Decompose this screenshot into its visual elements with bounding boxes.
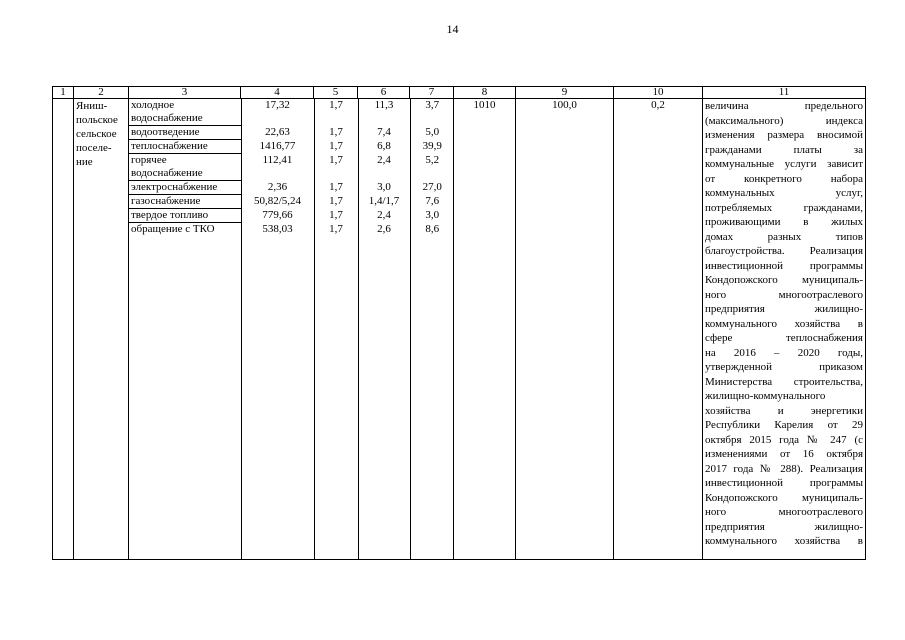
note-line: (максимального) индекса: [705, 114, 863, 127]
settlement-name-line: ние: [76, 156, 93, 168]
service-name: электроснабжение: [129, 181, 241, 195]
note-cell: [703, 99, 866, 560]
service-value-7: 8,6: [425, 222, 440, 235]
col-header-6: 6: [358, 87, 410, 99]
note-line: Кондопожского муниципаль-: [705, 274, 863, 286]
column-9-cell: 100,0: [516, 99, 614, 560]
service-row: [129, 181, 454, 195]
services-block: [129, 99, 454, 560]
settlement-name-cell: [74, 99, 129, 560]
note-line: потребляемых гражданами,: [705, 201, 863, 214]
service-value-4: 22,63: [241, 126, 314, 140]
service-value-5: 1,7: [314, 126, 358, 140]
service-value-7: 3,0: [425, 208, 440, 221]
col-header-5: 5: [314, 87, 358, 99]
service-value-5: 1,7: [314, 154, 358, 181]
services-table: [129, 99, 454, 559]
tariff-table: [52, 86, 866, 560]
note-line: жилищно-коммунального: [705, 390, 826, 402]
service-value-6: 2,4: [358, 209, 410, 223]
col-header-9: 9: [516, 87, 614, 99]
note-line: коммунального хозяйства в: [705, 317, 863, 330]
note-line: предприятия жилищно-: [705, 303, 863, 315]
settlement-name-line: польское: [76, 114, 118, 126]
service-value-6: 7,4: [358, 126, 410, 140]
table-row: [53, 99, 866, 560]
note-line: изменения размера вносимой: [705, 129, 863, 141]
service-value-5: 1,7: [314, 223, 358, 560]
col-header-2: 2: [74, 87, 129, 99]
note-line: коммунальные услуги зависит: [705, 158, 863, 170]
col-header-3: 3: [129, 87, 241, 99]
note-line: величина предельного: [705, 100, 863, 112]
note-line: Республики Карелия от 29: [705, 419, 863, 431]
note-line: инвестиционной программы: [705, 259, 863, 272]
col-header-11: 11: [703, 87, 866, 99]
service-value-7: 5,2: [425, 153, 440, 166]
note-line: от конкретного набора: [705, 172, 863, 185]
settlement-name-line: поселе-: [76, 142, 112, 154]
col-header-1: 1: [53, 87, 74, 99]
service-value-5: 1,7: [314, 209, 358, 223]
service-row: [129, 223, 454, 560]
service-value-7: 5,0: [425, 125, 440, 138]
service-row: [129, 99, 454, 126]
note-line: утвержденной приказом: [705, 361, 863, 373]
service-value-7: 3,7: [425, 99, 440, 111]
service-value-6: 6,8: [358, 140, 410, 154]
service-value-6: 2,6: [358, 223, 410, 560]
service-value-4: 2,36: [241, 181, 314, 195]
service-name: обращение с ТКО: [129, 223, 241, 560]
service-row: [129, 154, 454, 181]
service-value-5: 1,7: [314, 140, 358, 154]
note-line: гражданами платы за: [705, 143, 863, 156]
note-line: ного многоотраслевого: [705, 288, 863, 301]
column-10-cell: 0,2: [614, 99, 703, 560]
col-header-7: 7: [410, 87, 454, 99]
service-value-4: 112,41: [241, 154, 314, 181]
service-name: холодное водоснабжение: [129, 99, 241, 126]
note-line: домах разных типов: [705, 230, 863, 243]
column-8-cell: 1010: [454, 99, 516, 560]
service-value-6: 11,3: [358, 99, 410, 126]
service-name: теплоснабжение: [129, 140, 241, 154]
col-header-10: 10: [614, 87, 703, 99]
note-line: Министерства строительства,: [705, 375, 863, 388]
service-name: твердое топливо: [129, 209, 241, 223]
note-line: 2017 года № 288). Реализация: [705, 462, 863, 475]
service-value-4: 1416,77: [241, 140, 314, 154]
service-row: [129, 195, 454, 209]
service-value-6: 2,4: [358, 154, 410, 181]
col-header-8: 8: [454, 87, 516, 99]
service-value-4: 17,32: [241, 99, 314, 126]
note-line: предприятия жилищно-: [705, 520, 863, 533]
note-line: октября 2015 года № 247 (с: [705, 433, 863, 446]
service-row: [129, 140, 454, 154]
service-value-7: 7,6: [425, 194, 440, 207]
service-value-4: 779,66: [241, 209, 314, 223]
settlement-name-line: Яниш-: [76, 100, 108, 112]
service-value-6: 1,4/1,7: [358, 195, 410, 209]
service-value-7: 27,0: [422, 180, 442, 193]
note-line: ного многоотраслевого: [705, 506, 863, 518]
service-name: горячее водоснабжение: [129, 154, 241, 181]
note-line: проживающими в жилых: [705, 216, 863, 228]
note-line: изменениями от 16 октября: [705, 448, 863, 460]
note-line: благоустройства. Реализация: [705, 245, 863, 257]
service-name: водоотведение: [129, 126, 241, 140]
service-name: газоснабжение: [129, 195, 241, 209]
service-row: [129, 126, 454, 140]
page-number: 14: [446, 22, 459, 36]
service-row: [129, 209, 454, 223]
service-value-4: 50,82/5,24: [241, 195, 314, 209]
note-line: коммунальных услуг,: [705, 187, 863, 199]
service-value-5: 1,7: [314, 99, 358, 126]
service-value-6: 3,0: [358, 181, 410, 195]
settlement-name-line: сельское: [76, 128, 117, 140]
row-number-cell: [53, 99, 74, 560]
note-line: на 2016 – 2020 годы,: [705, 346, 863, 359]
service-value-5: 1,7: [314, 195, 358, 209]
service-value-4: 538,03: [241, 223, 314, 560]
note-line: хозяйства и энергетики: [705, 404, 863, 417]
service-value-7: 39,9: [422, 139, 442, 152]
column-number-row: [53, 87, 866, 99]
col-header-4: 4: [241, 87, 314, 99]
note-line: сфере теплоснабжения: [705, 332, 863, 344]
service-value-5: 1,7: [314, 181, 358, 195]
note-line: инвестиционной программы: [705, 477, 863, 489]
note-line: Кондопожского муниципаль-: [705, 491, 863, 504]
note-line: коммунального хозяйства в: [705, 535, 863, 547]
